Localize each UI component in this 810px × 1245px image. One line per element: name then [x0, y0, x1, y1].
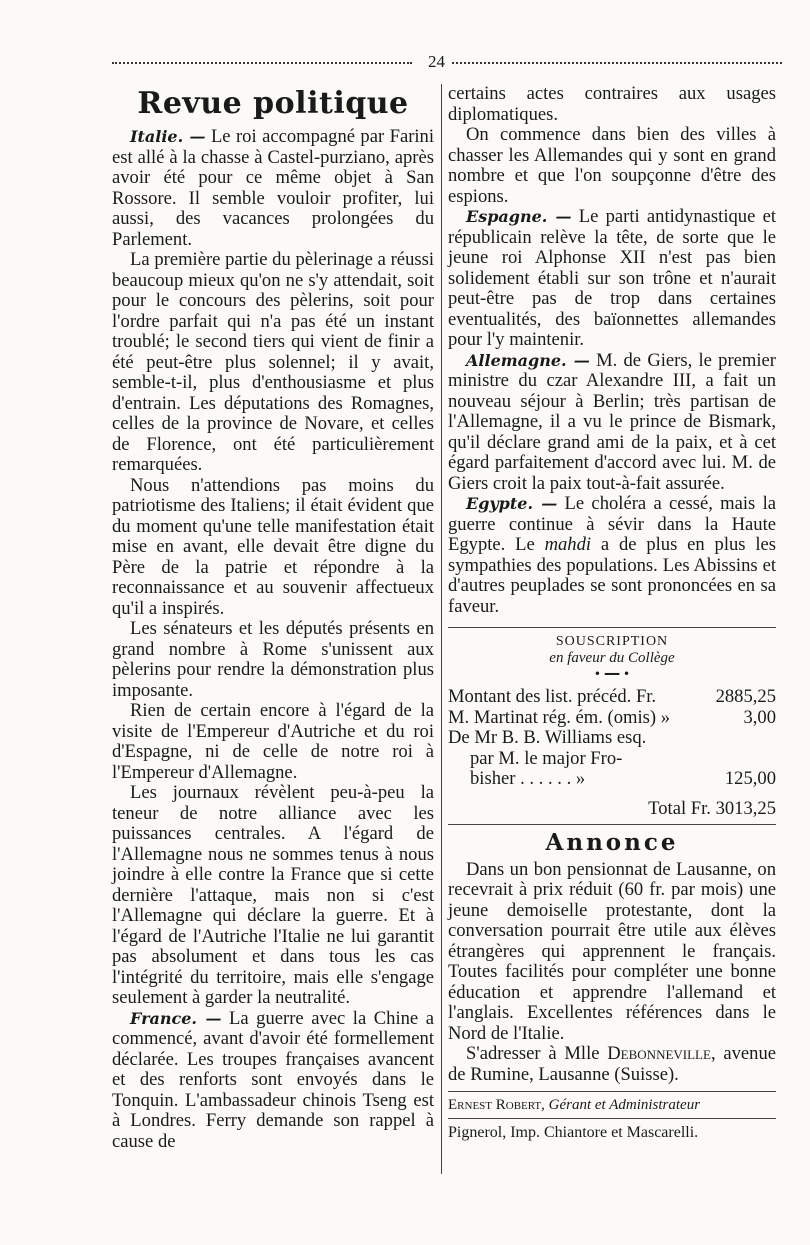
paragraph-pelerinage: La première partie du pèlerinage a réussi beaucoup mieux qu'on ne s'y attendait, soit pour le concours des pèlerins, soit pour l'ordre parfait qui n'a pas été un instant troublé; le second tiers qui vient de finir a été peut-être plus solennel; il y avait, semble-t-il, plus d'enthousiasme et plus d'entrain. Les députations des Romagnes, celles de la province de Novare, et celles de Florence, ont été particulièrement remarquées. [112, 249, 434, 475]
paragraph-continued: certains actes contraires aux usages diplomatiques. [448, 83, 776, 125]
souscription-subheading: en faveur du Collège [549, 650, 675, 666]
page-header [112, 52, 782, 76]
souscription-row [448, 769, 776, 790]
souscription-row-amount: 3,00 [743, 706, 776, 728]
italie-paragraph [112, 127, 434, 250]
allemagne-text: M. de Giers, le premier ministre du czar Alexandre III, a fait un nouveau séjour à Berlin; très partisan de l'Allemagne, il a vu le prince de Bismark, qu'il déclare grand ami de la paix, et à cet égard parfaitement d'accord avec lui. M. de Giers croit la paix tout-à-fait assurée. [448, 349, 777, 494]
italie-rubric: Italie. — [130, 127, 206, 146]
souscription-row-label: bisher . . . . . . » [470, 768, 586, 789]
espagne-rubric: Espagne. — [466, 207, 572, 226]
annonce-contact-prefix: S'adresser à Mlle [466, 1043, 608, 1064]
souscription-row-amount [694, 749, 776, 770]
espagne-text: Le parti antidynastique et républicain relève la tête, de sorte que le jeune roi Alphonse XII n'est pas bien solidement établi sur son trône et n'aurait peut-être pas de trop dans certaines eventualités, des baïonnettes allemandes pour l'y maintenir. [448, 206, 776, 350]
egypte-mahdi: mahdi [544, 534, 592, 555]
annonce-heading: Annonce [545, 828, 679, 856]
page-number: 24 [428, 52, 445, 71]
paragraph-alliance: Les journaux révèlent peu-à-peu la teneur de notre alliance avec les puissances centrales. A l'égard de l'Allemagne nous ne sommes tenus à nous joindre à elle contre la France que si cette dernière l'attaque, mais non si c'est l'Allemagne qui déclare la guerre. Et à l'égard de l'Autriche l'Italie ne lui garantit pas absolument et dans tous les cas l'intégrité du territoire, mais elle s'engage seulement à garder la neutralité. [112, 782, 434, 1008]
france-paragraph [112, 1009, 434, 1153]
espagne-paragraph [448, 207, 776, 351]
egypte-rubric: Egypte. — [466, 494, 558, 513]
souscription-total: Total Fr. 3013,25 [648, 797, 776, 819]
annonce-text: Dans un bon pensionnat de Lausanne, on recevrait à prix réduit (60 fr. par mois) une jeune demoiselle protestante, dont la conversation pourrait être utile aux élèves étrangères qui apprennent le français. Toutes facilités pour compléter une bonne éducation et apprendre l'allemand et l'anglais. Excellentes références dans le Nord de l'Italie. [448, 858, 776, 1044]
gerant-line [448, 1091, 776, 1114]
souscription-row-amount: 2885,25 [715, 686, 776, 707]
annonce-contact-address: , avenue de Rumine, Lausanne (Suisse). [448, 1043, 776, 1085]
left-column [112, 84, 434, 1152]
souscription-row [448, 728, 776, 749]
paragraph-visite: Rien de certain encore à l'égard de la visite de l'Empereur d'Autriche et du roi d'Espagne, ni de celle de notre roi à l'Empereur d'Allemagne. [112, 700, 434, 783]
egypte-text-1: Le choléra a cessé, mais la guerre continue à sévir dans la Haute Egypte. Le [448, 493, 776, 555]
souscription-heading: SOUSCRIPTION [555, 634, 669, 649]
printer-line: Pignerol, Imp. Chiantore et Mascarelli. [448, 1118, 776, 1142]
paragraph-patriotisme: Nous n'attendions pas moins du patriotisme des Italiens; il était évident que du moment qu'une telle manifestation était mise en avant, elle devait être digne du Père de la patrie et répondre à la reconnaissance et au souvenir affectueux qu'il a inspirés. [112, 474, 434, 619]
paragraph-senateurs: Les sénateurs et les députés présents en grand nombre à Rome s'unissent aux pèlerins pour rendre la démonstration plus imposante. [112, 618, 434, 701]
gerant-role: , Gérant et Administrateur [541, 1097, 701, 1113]
souscription-row-amount: 125,00 [724, 768, 776, 789]
souscription-row-label: Montant des list. précéd. Fr. [448, 686, 657, 707]
souscription-row-amount [694, 728, 776, 749]
gerant-name: Ernest Robert [448, 1097, 542, 1113]
souscription-ornament: • ━━ • [593, 667, 631, 681]
souscription-box [448, 627, 776, 824]
souscription-row [448, 749, 776, 770]
paragraph-villes: On commence dans bien des villes à chasser les Allemandes qui y sont en grand nombre et que l'on soupçonne d'être des espions. [448, 124, 776, 207]
egypte-text-2: a de plus en plus les sympathies des populations. Les Abissins et d'autres peuplades se sont prononcées en sa faveur. [448, 534, 776, 617]
italie-text: Le roi accompagné par Farini est allé à la chasse à Castel-purziano, après avoir été pour ce même objet à San Rossore. Il semble vouloir profiter, lui aussi, des vacances prolongées du Parlement. [112, 126, 435, 250]
right-column [448, 84, 776, 1142]
column-divider [441, 84, 442, 1174]
souscription-row-label: M. Martinat rég. ém. (omis) » [448, 706, 671, 728]
france-text: La guerre avec la Chine a commencé, avant d'avoir été formellement déclarée. Les troupes françaises avancent et des renforts sont envoyés dans le Tonquin. L'ambassadeur chinois Tseng est à Londres. Ferry demande son rappel à cause de [112, 1007, 434, 1152]
souscription-row [448, 708, 776, 729]
annonce-box [448, 824, 776, 1086]
header-rule-right [452, 62, 782, 70]
annonce-contact-name: Debonneville [607, 1043, 711, 1064]
annonce-contact [448, 1044, 776, 1085]
egypte-paragraph [448, 494, 776, 617]
allemagne-rubric: Allemagne. — [466, 350, 590, 370]
article-title: Revue politique [137, 86, 409, 121]
souscription-row-label: par M. le major Fro- [470, 747, 623, 769]
allemagne-paragraph [448, 351, 776, 495]
souscription-row-label: De Mr B. B. Williams esq. [448, 727, 647, 748]
header-rule-left [112, 62, 412, 70]
souscription-row [448, 687, 776, 708]
france-rubric: France. — [130, 1008, 222, 1028]
